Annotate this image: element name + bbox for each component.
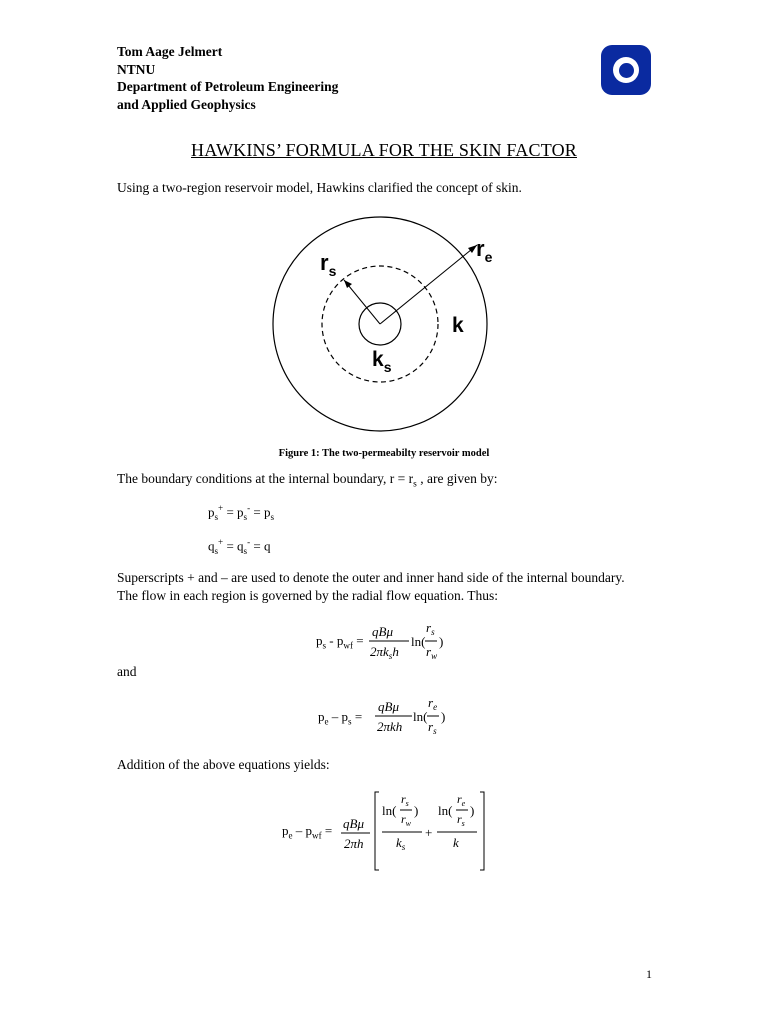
outer-equation-rhs — [374, 697, 460, 739]
and-text: and — [117, 664, 137, 679]
department-line-1: Department of Petroleum Engineering — [117, 79, 339, 94]
reservoir-model-figure — [264, 212, 500, 432]
svg-text:rw: $r_w$ — [426, 644, 438, 661]
svg-text:ks: $k_s$ — [396, 835, 406, 852]
boundary-paragraph: The boundary conditions at the internal boundary, $r = r_s$ , are given by: — [117, 471, 498, 490]
rs-arrow — [344, 280, 380, 324]
intro-paragraph: Using a two-region reservoir model, Hawkins clarified the concept of skin. — [117, 180, 522, 195]
svg-text:ln(: ln( — [382, 803, 397, 818]
rs-label: $r_s$ — [320, 250, 337, 279]
svg-text:qBμ: qBμ — [343, 816, 364, 831]
page-number: 1 — [646, 967, 652, 981]
figure-caption: Figure 1: The two-permeabilty reservoir model — [278, 448, 490, 459]
svg-text:qBμ: qBμ — [378, 699, 399, 714]
svg-text:rs: $r_s$ — [426, 622, 435, 637]
addition-paragraph: Addition of the above equations yields: — [117, 757, 330, 772]
sum-equation-rhs — [340, 790, 490, 874]
re-label: $r_e$ — [476, 236, 493, 265]
svg-text:): ) — [414, 803, 419, 818]
svg-text:ln(: ln( — [413, 709, 428, 724]
svg-text:rw: $r_w$ — [401, 812, 412, 828]
svg-text:): ) — [439, 634, 444, 649]
svg-text:2πkh: 2πkh — [377, 719, 403, 734]
svg-text:re: $r_e$ — [428, 697, 438, 712]
page-title: HAWKINS’ FORMULA FOR THE SKIN FACTOR — [191, 140, 577, 160]
svg-text:re: $r_e$ — [457, 792, 466, 808]
department-line-2: and Applied Geophysics — [117, 96, 256, 112]
author-name: Tom Aage Jelmert — [117, 44, 223, 59]
k-label: k — [452, 314, 464, 337]
svg-text:+: + — [425, 825, 433, 840]
superscripts-paragraph: Superscripts + and – are used to denote the outer and inner hand side of the internal boundary. The flow in each region is governed by the radial flow equation. Thus: — [117, 570, 625, 603]
svg-text:ln(: ln( — [438, 803, 453, 818]
pressure-continuity-equation: $p_s^+ = p_s^- = p_s$ — [208, 503, 274, 522]
svg-text:k: k — [453, 835, 459, 850]
svg-text:): ) — [441, 709, 446, 724]
flow-continuity-equation: $q_s^+ = q_s^- = q$ — [208, 537, 271, 556]
svg-text:ln(: ln( — [411, 634, 426, 649]
svg-text:rs: $r_s$ — [428, 719, 437, 736]
inner-equation-rhs — [368, 622, 458, 664]
outer-equation-lhs: $p_e - p_s$ = — [318, 709, 363, 727]
svg-text:): ) — [470, 803, 475, 818]
sum-equation-lhs: $p_e - p_{wf}$ = — [282, 823, 333, 841]
svg-text:rs: $r_s$ — [401, 792, 409, 808]
svg-text:qBμ: qBμ — [372, 624, 393, 639]
author-block — [117, 43, 338, 113]
svg-text:2πh: 2πh — [344, 836, 364, 851]
inner-equation-lhs: $p_s - p_{wf}$ = — [316, 633, 364, 651]
institution-name: NTNU — [117, 61, 156, 77]
re-arrow — [380, 245, 477, 324]
svg-text:2πksh: $2\pi k_sh$ — [370, 644, 399, 661]
svg-text:rs: $r_s$ — [457, 812, 465, 828]
ntnu-logo-icon — [601, 45, 651, 95]
ks-label: $k_s$ — [372, 348, 392, 375]
